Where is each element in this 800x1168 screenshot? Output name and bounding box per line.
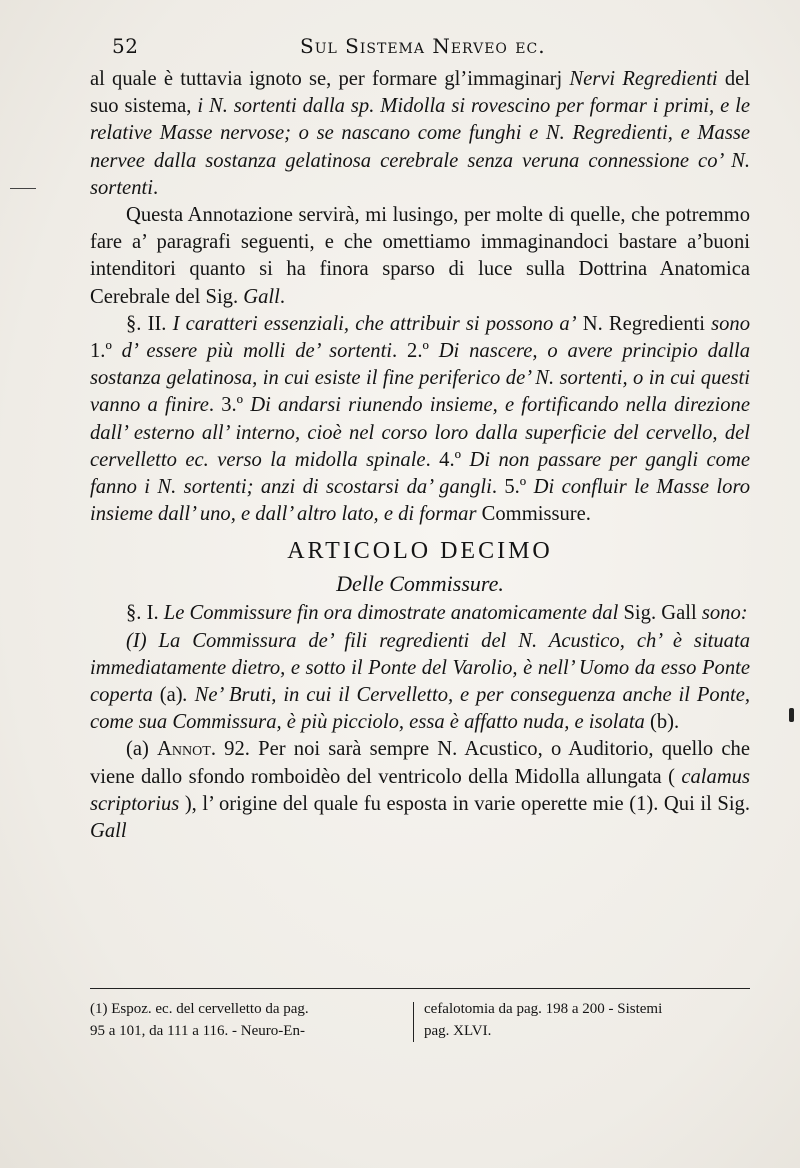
page-header (112, 34, 748, 62)
text-run: sono (711, 312, 751, 335)
body-text (90, 66, 750, 845)
text-run: Di non passare per gangli come fanno i N. sortenti; anzi di scostarsi da’ gangli (90, 448, 750, 499)
text-run: Commissure. (476, 503, 591, 526)
text-run: . Ne’ Bruti, in cui il Cervelletto, e per conseguenza anche il Ponte, come sua Commissura, è più picciolo, essa è affatto nuda, e isolata (90, 684, 751, 734)
text-run: . 4.º (425, 448, 470, 471)
footnotes (90, 998, 750, 1046)
footnote-left-column (90, 998, 400, 1042)
text-run: Di andarsi riunendo insieme, e fortificando nella direzione dall’ esterno all’ interno, cioè nel corso loro dalla superficie del cervello, del cervelletto ec. verso la midolla spinale (90, 394, 750, 471)
text-run: . 5.º (491, 476, 534, 499)
article-title: ARTICOLO DECIMO (287, 538, 553, 565)
running-head: Sul Sistema Nerveo ec. (300, 34, 546, 58)
text-run: del suo sistema, (90, 68, 750, 118)
footnote-line: 95 a 101, da 111 a 116. - Neuro-En- (90, 1023, 305, 1039)
text-run: i N. sortenti dalla sp. Midolla si rovescino per formar i primi, e le relative Masse nervose; o se nascano come funghi e N. Regredienti, e Masse nervee dalla sostanza gelatinosa cerebrale senza veruna connessione co’ N. sortenti (90, 95, 750, 199)
page-number: 52 (112, 34, 139, 58)
text-run: al quale è tuttavia ignoto se, per formare gl’immaginarj (90, 68, 570, 90)
text-run: (a) (126, 738, 158, 761)
text-run: d’ essere più molli de’ sortenti (121, 340, 393, 363)
footnote-ref: (a) (159, 684, 183, 707)
footnote-right-column (424, 998, 750, 1042)
paragraph-6 (90, 736, 750, 845)
paragraph-1 (90, 66, 750, 202)
paragraph-3 (90, 311, 750, 529)
footnote-line: (1) Espoz. ec. del cervelletto da pag. (90, 1001, 309, 1017)
text-run: . (279, 285, 286, 308)
paragraph-5 (90, 628, 750, 737)
text-run: Gall (243, 285, 280, 308)
text-run: Sig. Gall (618, 602, 702, 625)
footnote-divider (90, 988, 750, 989)
margin-ink-mark (789, 708, 794, 722)
article-subtitle: Delle Commissure. (336, 571, 504, 597)
text-run: 1.º (90, 340, 122, 363)
text-run: calamus scriptorius (90, 765, 750, 815)
text-run: . (152, 176, 159, 199)
margin-dash-mark (10, 188, 36, 189)
paragraph-4 (90, 600, 750, 627)
footnote-line: pag. XLVI. (424, 1023, 492, 1039)
text-run: Di nascere, o avere principio dalla sostanza gelatinosa, in cui esiste il fine periferico de’ N. sortenti, o in cui questi vanno a finire (90, 340, 751, 417)
footnote-line: cefalotomia da pag. 198 a 200 - Sistemi (424, 1001, 663, 1017)
text-run: Annot (157, 738, 211, 761)
text-run: Questa Annotazione servirà, mi lusingo, per molte di quelle, che potremmo fare a’ paragrafi seguenti, e che omettiamo immaginandoci bastare a’buoni intenditori quanto si ha finora sparso di luce sulla Dottrina Anatomica Cerebrale del Sig. (90, 204, 750, 308)
text-run: Nervi Regredienti (569, 68, 718, 90)
text-run: sono: (701, 602, 748, 625)
text-run: §. II. (126, 312, 173, 335)
text-run: . 3.º (208, 394, 251, 417)
text-run: §. I. (126, 602, 164, 625)
text-run: N. Regredienti (576, 312, 712, 335)
text-run: ), l’ origine del quale fu esposta in varie operette mie (1). Qui il Sig. (179, 792, 750, 815)
text-run: . 92. Per noi sarà sempre N. Acustico, o Auditorio, quello che viene dallo sfondo romboidèo del ventricolo della Midolla allungata ( (90, 738, 750, 788)
text-run: Le Commissure fin ora dimostrate anatomicamente dal (163, 602, 619, 625)
text-run: Di confluir le Masse loro insieme dall’ uno, e dall’ altro lato, e di formar (90, 476, 750, 526)
footnote-ref: (b) (650, 711, 675, 734)
text-run: I caratteri essenziali, che attribuir si possono a’ (172, 312, 577, 335)
text-run: . (674, 711, 680, 734)
text-run: (I) La Commissura de’ fili regredienti del N. Acustico, ch’ è situata immediatamente dietro, e sotto il Ponte del Varolio, è nell’ Uomo da esso Ponte coperta (90, 629, 750, 707)
text-run: . 2.º (392, 340, 439, 363)
text-run: Gall (90, 820, 127, 843)
footnote-column-divider (413, 1002, 414, 1042)
paragraph-2 (90, 202, 750, 311)
